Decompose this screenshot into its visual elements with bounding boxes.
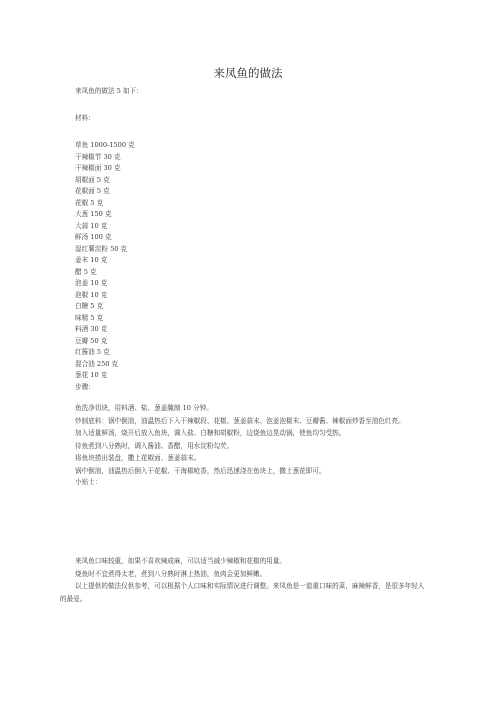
ingredient-item: 红酱油 5 克 xyxy=(75,348,110,356)
materials-heading: 材料： xyxy=(75,114,95,122)
document-title: 来凤鱼的做法 xyxy=(213,66,283,80)
ingredient-item: 湿红薯淀粉 50 克 xyxy=(75,244,128,253)
intro-block xyxy=(75,86,425,98)
steps-heading: 步骤： xyxy=(75,382,95,391)
ingredient-item: 姜末 10 克 xyxy=(75,256,108,264)
ingredient-item: 花椒 5 克 xyxy=(75,198,104,207)
ingredient-item: 大葱 150 克 xyxy=(75,210,112,218)
step-paragraph: 炒制底料：锅中倒油，油温热后下入干辣椒段、花椒、葱姜蒜末、泡姜泡椒末、豆瓣酱、辣椒面炒香至油色红亮。 xyxy=(75,416,405,425)
ingredient-item: 醋 5 克 xyxy=(75,267,97,276)
tips-list xyxy=(60,555,425,605)
steps-list xyxy=(75,402,425,489)
ingredient-list xyxy=(75,140,425,393)
ingredient-item: 大蒜 10 克 xyxy=(75,221,108,230)
tip-paragraph: 以上提供的做法仅供参考，可以根据个人口味和实际情况进行调整。来凤鱼是一道重口味的菜，麻辣鲜香，是很多年轻人的最爱。 xyxy=(60,582,425,603)
step-paragraph: 待鱼煮到八分熟时，调入酱油、香醋，用水淀粉勾芡。 xyxy=(75,441,234,450)
ingredient-item: 干辣椒节 30 克 xyxy=(75,152,121,161)
tip-paragraph: 烧鱼时不宜煮得太老，煮到八分熟时淋上热油，鱼肉会更加鲜嫩。 xyxy=(75,569,267,578)
tips-heading: 小贴士： xyxy=(75,478,102,486)
ingredient-item: 胡椒面 5 克 xyxy=(75,175,110,184)
ingredient-item: 草鱼 1000-1500 克 xyxy=(75,141,135,149)
tip-paragraph: 来凤鱼口味较重，如果不喜欢辣成麻，可以适当减少辣椒和花椒的用量。 xyxy=(75,557,286,565)
ingredient-item: 味精 5 克 xyxy=(75,313,104,322)
materials-heading-block xyxy=(75,113,425,125)
step-paragraph: 锅中倒油，油温热后倒入干花椒、干海椒呛香，然后迅速浇在鱼块上，撒上葱花即可。 xyxy=(75,466,326,475)
ingredient-item: 白糖 5 克 xyxy=(75,302,104,310)
ingredient-item: 葱花 10 克 xyxy=(75,371,108,379)
ingredient-item: 料酒 30 克 xyxy=(75,325,108,333)
ingredient-item: 鲜汤 100 克 xyxy=(75,233,112,241)
step-paragraph: 加入适量鲜汤，烧开后放入鱼块，调入盐、白糖和胡椒粉，边烧鱼边晃动锅，使鱼均匀受热。 xyxy=(75,429,346,437)
ingredient-item: 泡椒 10 克 xyxy=(75,290,108,299)
step-paragraph: 将鱼块捞出装盘，撒上花椒面、葱姜蒜末。 xyxy=(75,454,201,462)
ingredient-item: 花椒面 5 克 xyxy=(75,187,110,195)
intro-line: 来凤鱼的做法 5 如下： xyxy=(75,87,143,95)
ingredient-item: 干辣椒面 30 克 xyxy=(75,164,121,172)
ingredient-item: 混合油 250 克 xyxy=(75,359,119,368)
ingredient-item: 豆瓣 50 克 xyxy=(75,336,108,345)
step-paragraph: 鱼洗净切块，用料酒、盐、葱姜腌制 10 分钟。 xyxy=(75,404,213,412)
ingredient-item: 泡姜 10 克 xyxy=(75,279,108,287)
